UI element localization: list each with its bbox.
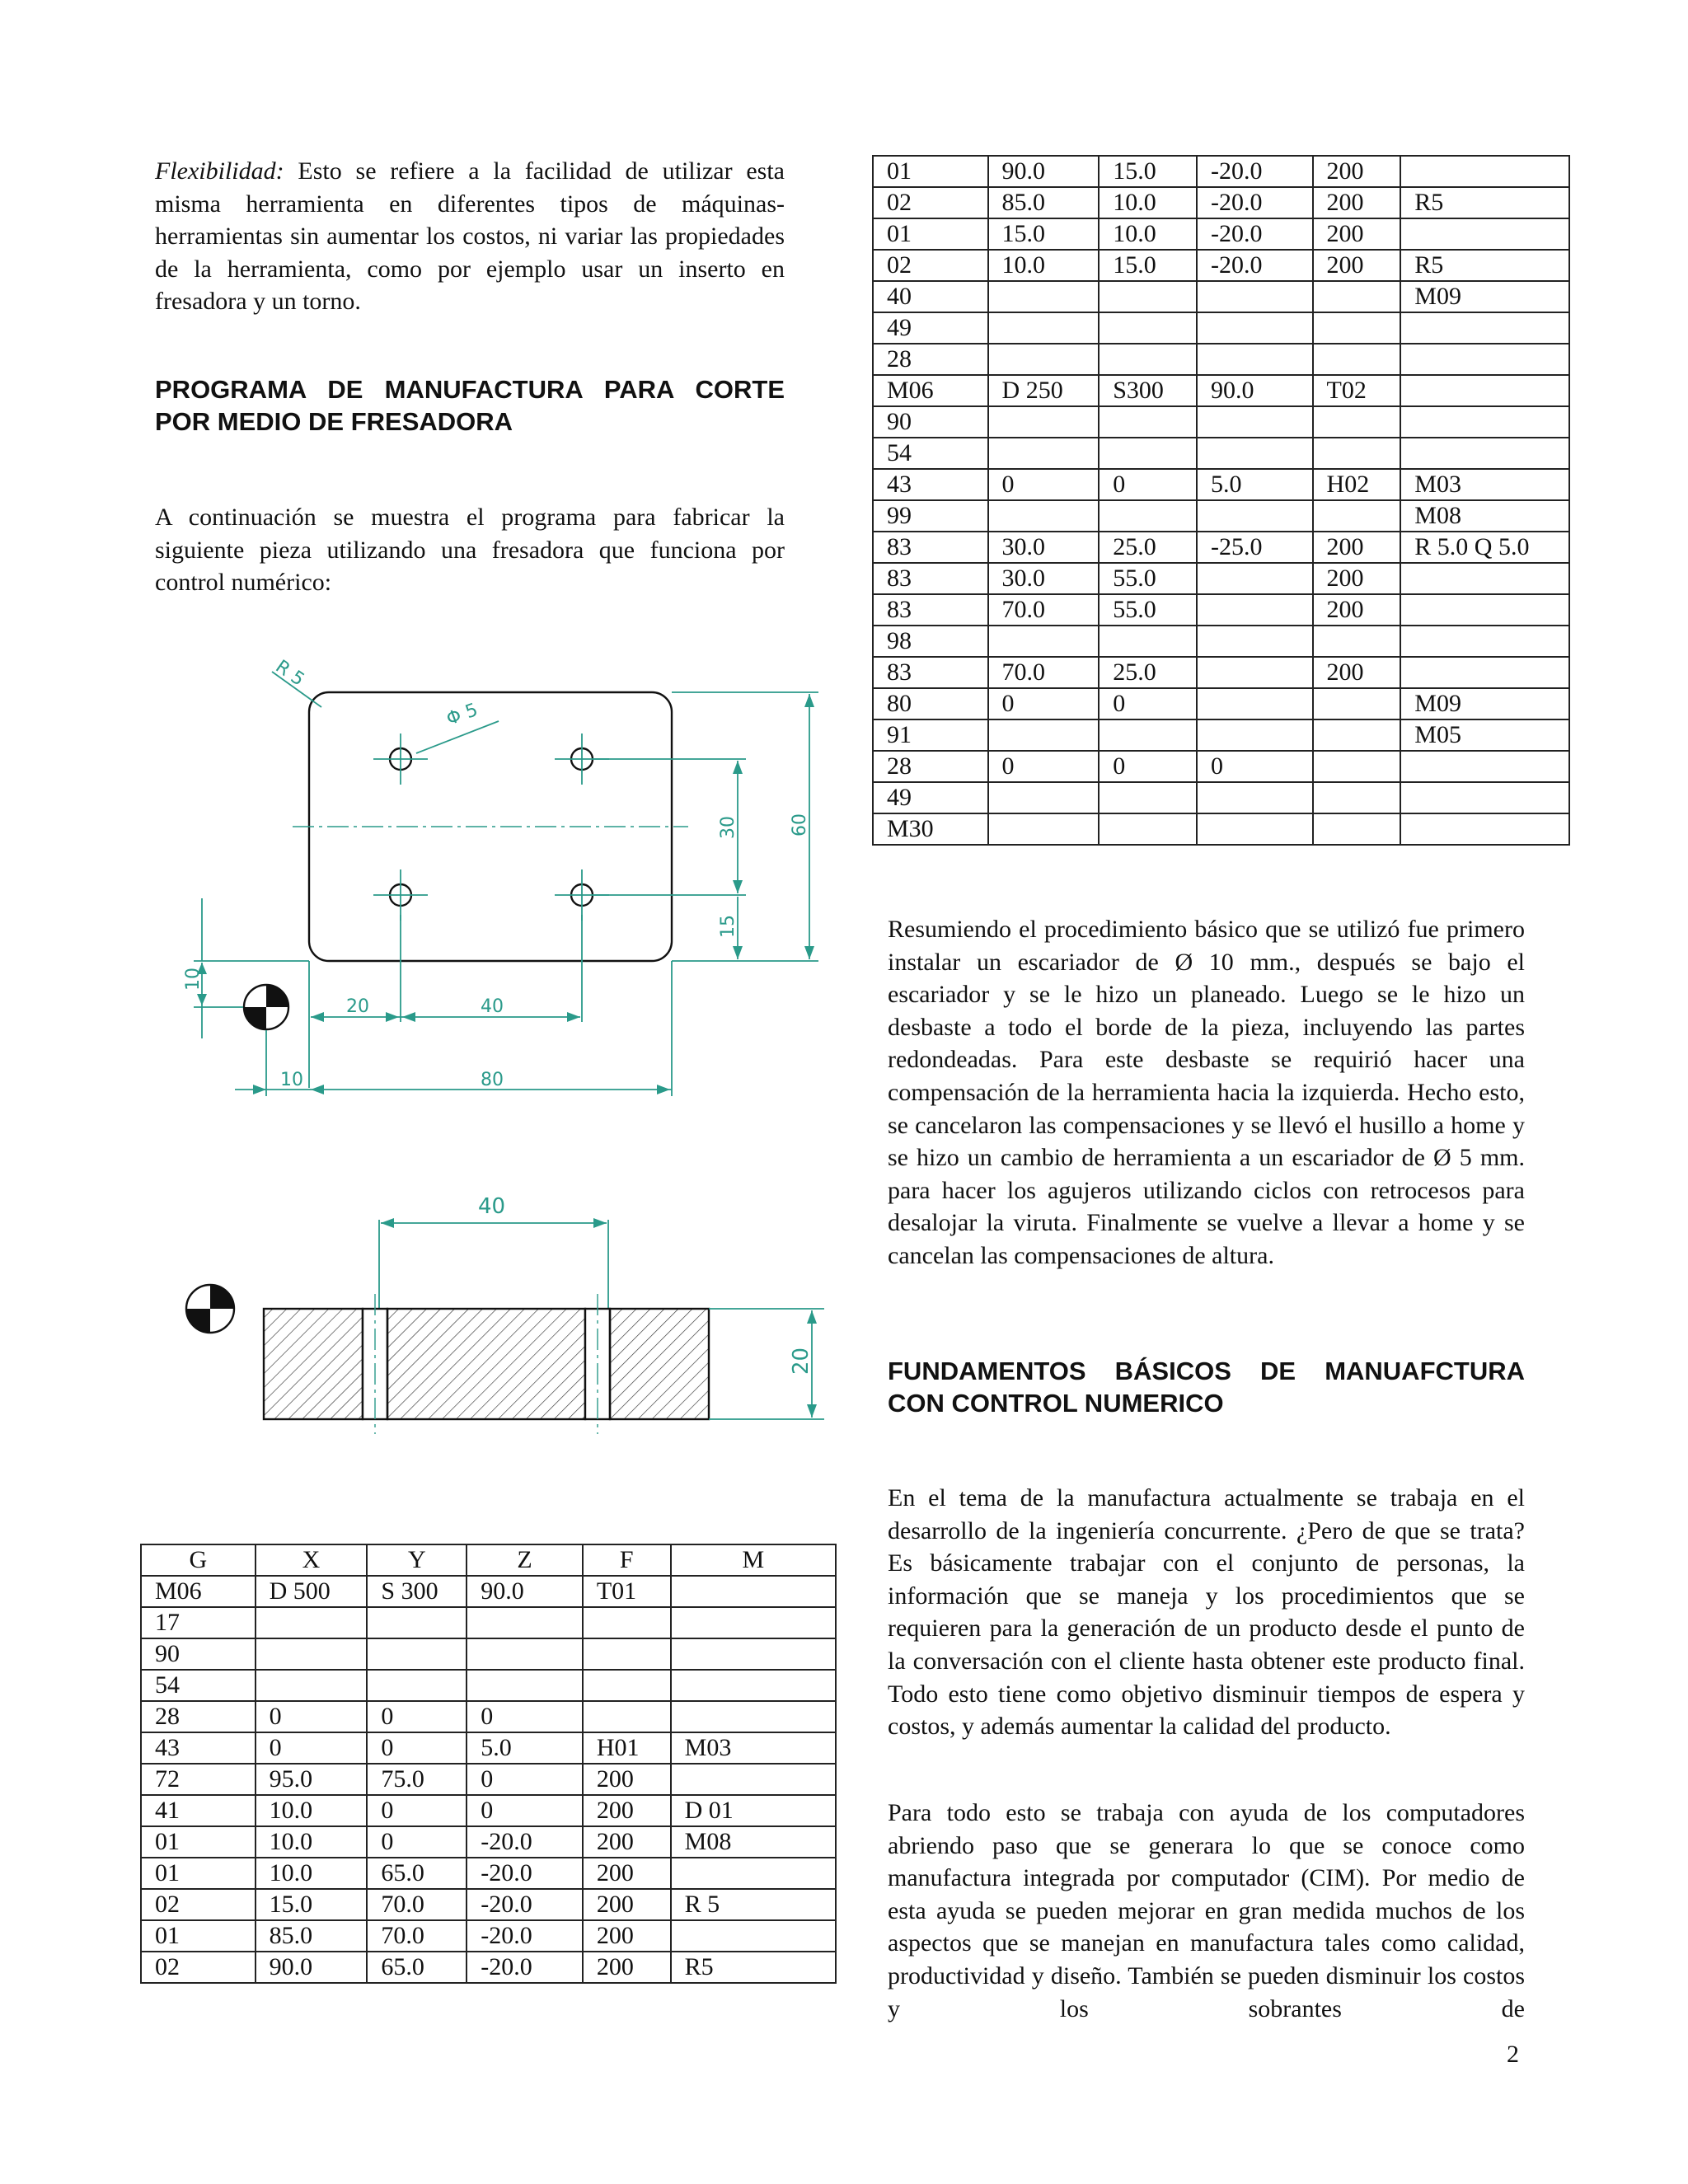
table-cell <box>1197 782 1313 813</box>
hole-diameter-label: Φ 5 <box>443 700 481 730</box>
table-cell: 75.0 <box>367 1764 467 1795</box>
table-cell: 02 <box>873 250 988 281</box>
table-row <box>141 1952 836 1983</box>
table-cell <box>1099 344 1197 375</box>
heading-fundamentos <box>888 1355 1525 1419</box>
table-cell: 85.0 <box>256 1920 368 1952</box>
table-cell <box>367 1670 467 1701</box>
table-cell: D 500 <box>256 1576 368 1607</box>
dim-20-label: 20 <box>346 996 369 1017</box>
table-cell: 200 <box>583 1952 671 1983</box>
table-cell: 200 <box>1313 218 1401 250</box>
table-cell: 10.0 <box>1099 218 1197 250</box>
table-cell <box>1099 500 1197 532</box>
dim-20-section-label: 20 <box>789 1347 814 1375</box>
table-row <box>873 657 1569 688</box>
table-cell: -20.0 <box>1197 187 1313 218</box>
table-cell: 200 <box>583 1889 671 1920</box>
table-cell: 200 <box>1313 156 1401 187</box>
table-row <box>141 1795 836 1826</box>
table-cell: 99 <box>873 500 988 532</box>
table-cell: 49 <box>873 312 988 344</box>
dim-10-horizontal-label: 10 <box>280 1070 303 1090</box>
table-row <box>873 187 1569 218</box>
table-cell <box>1197 344 1313 375</box>
page-number: 2 <box>1507 2041 1519 2068</box>
table-cell <box>1400 156 1569 187</box>
table-cell: 0 <box>467 1764 583 1795</box>
table-cell <box>988 281 1100 312</box>
table-header-cell: G <box>141 1544 256 1576</box>
table-cell: 28 <box>873 751 988 782</box>
table-cell: -25.0 <box>1197 532 1313 563</box>
table-cell <box>1197 657 1313 688</box>
table-cell <box>1313 688 1401 719</box>
table-row <box>873 469 1569 500</box>
table-cell: 85.0 <box>988 187 1100 218</box>
table-cell <box>988 406 1100 438</box>
table-cell <box>1400 438 1569 469</box>
dim-40-top-label: 40 <box>481 996 504 1017</box>
heading-programa-manufactura <box>155 373 785 438</box>
table-cell: 91 <box>873 719 988 751</box>
table-cell <box>1197 312 1313 344</box>
table-row <box>873 156 1569 187</box>
table-cell: 49 <box>873 782 988 813</box>
table-cell: 15.0 <box>1099 156 1197 187</box>
table-cell: 70.0 <box>988 594 1100 626</box>
table-cell: 02 <box>141 1889 256 1920</box>
table-cell: M03 <box>671 1732 836 1764</box>
datum-symbol-section <box>186 1285 234 1333</box>
table-cell <box>1197 688 1313 719</box>
table-cell: 55.0 <box>1099 563 1197 594</box>
fundamentos-paragraph-1: En el tema de la manufactura actualmente se trabaja en el desarrollo de la ingeniería concurrente. ¿Pero de que se trata? Es básicamente trabajar con el conjunto de personas, la información que se maneja y los procedimientos que se requieren para la generación de un producto desde el punto de la conversación con el cliente hasta obtener este producto final. Todo esto tiene como objetivo disminuir tiempos de espera y costos, y además aumentar la calidad del producto. <box>888 1484 1525 1741</box>
table-row <box>141 1826 836 1858</box>
table-cell <box>467 1607 583 1638</box>
table-cell: 0 <box>367 1795 467 1826</box>
table-header-row <box>141 1544 836 1576</box>
nc-program-table-part1 <box>140 1544 837 1984</box>
table-row <box>141 1701 836 1732</box>
table-cell: R5 <box>671 1952 836 1983</box>
table-cell <box>988 719 1100 751</box>
table-header-cell: X <box>256 1544 368 1576</box>
table-cell: 41 <box>141 1795 256 1826</box>
hole-top-left <box>373 733 428 785</box>
part-section-view-drawing <box>173 1170 849 1483</box>
table-cell <box>367 1638 467 1670</box>
table-cell: 01 <box>141 1920 256 1952</box>
table-cell <box>467 1670 583 1701</box>
table-cell: 25.0 <box>1099 532 1197 563</box>
table-cell: 98 <box>873 626 988 657</box>
table-cell: 01 <box>873 156 988 187</box>
table-cell: H02 <box>1313 469 1401 500</box>
table-cell: M09 <box>1400 281 1569 312</box>
table-cell <box>1400 657 1569 688</box>
table-cell: 0 <box>256 1701 368 1732</box>
table-cell: T01 <box>583 1576 671 1607</box>
table-cell: 0 <box>467 1795 583 1826</box>
table-cell: 70.0 <box>988 657 1100 688</box>
table-cell <box>1313 406 1401 438</box>
table-cell: 83 <box>873 532 988 563</box>
table-cell <box>1197 563 1313 594</box>
table-cell: 90 <box>141 1638 256 1670</box>
table-cell <box>671 1920 836 1952</box>
table-cell: 95.0 <box>256 1764 368 1795</box>
table-row <box>873 375 1569 406</box>
table-cell: 15.0 <box>256 1889 368 1920</box>
table-cell: -20.0 <box>467 1952 583 1983</box>
table-cell: 0 <box>1099 469 1197 500</box>
table-cell <box>1313 344 1401 375</box>
table-cell: 30.0 <box>988 532 1100 563</box>
dim-30-label: 30 <box>718 816 738 839</box>
table-row <box>141 1607 836 1638</box>
table-cell <box>671 1764 836 1795</box>
table-cell: 54 <box>141 1670 256 1701</box>
table-cell <box>1400 626 1569 657</box>
table-row <box>873 218 1569 250</box>
table-row <box>873 250 1569 281</box>
table-cell <box>583 1701 671 1732</box>
table-cell <box>1197 500 1313 532</box>
table-cell: 72 <box>141 1764 256 1795</box>
table-cell <box>1313 719 1401 751</box>
table-cell: S 300 <box>367 1576 467 1607</box>
table-cell <box>1313 500 1401 532</box>
table-cell: 200 <box>1313 563 1401 594</box>
table-cell <box>671 1607 836 1638</box>
table-cell: 200 <box>583 1795 671 1826</box>
table-cell <box>1197 813 1313 845</box>
table-cell <box>1099 782 1197 813</box>
table-cell: R 5 <box>671 1889 836 1920</box>
hole-bottom-left <box>373 869 428 921</box>
table-cell: 10.0 <box>256 1826 368 1858</box>
table-header-cell: F <box>583 1544 671 1576</box>
table-row <box>873 782 1569 813</box>
table-cell <box>671 1701 836 1732</box>
table-row <box>873 719 1569 751</box>
table-cell: D 250 <box>988 375 1100 406</box>
table-cell: D 01 <box>671 1795 836 1826</box>
table-cell: 83 <box>873 594 988 626</box>
intro-paragraph: A continuación se muestra el programa para fabricar la siguiente pieza utilizando una fresadora que funciona por control numérico: <box>155 504 785 597</box>
table-cell: 0 <box>1197 751 1313 782</box>
table-cell <box>1197 281 1313 312</box>
table-cell <box>583 1607 671 1638</box>
dim-40-section-label: 40 <box>478 1194 506 1219</box>
table-row <box>141 1858 836 1889</box>
table-cell <box>988 626 1100 657</box>
table-cell: 200 <box>583 1764 671 1795</box>
table-cell: -20.0 <box>467 1826 583 1858</box>
table-row <box>141 1920 836 1952</box>
table-cell <box>256 1670 368 1701</box>
table-cell: 5.0 <box>467 1732 583 1764</box>
table-cell <box>988 312 1100 344</box>
table-cell: 0 <box>988 469 1100 500</box>
table-cell <box>671 1576 836 1607</box>
table-cell: 10.0 <box>988 250 1100 281</box>
table-cell <box>671 1638 836 1670</box>
table-cell <box>1099 626 1197 657</box>
table-row <box>141 1764 836 1795</box>
table-cell: M05 <box>1400 719 1569 751</box>
table-cell <box>1099 281 1197 312</box>
table-cell: 40 <box>873 281 988 312</box>
table-cell <box>1197 594 1313 626</box>
table-cell <box>1099 312 1197 344</box>
flexibilidad-text: Esto se refiere a la facilidad de utilizar esta misma herramienta en diferentes tipos de máquinas-herramientas sin aumentar los costos, ni variar las propiedades de la herramienta, como por ejemplo usar un inserto en fresadora y un torno. <box>155 157 785 316</box>
table-cell: 0 <box>467 1701 583 1732</box>
table-cell: 43 <box>873 469 988 500</box>
table-header-cell: M <box>671 1544 836 1576</box>
table-cell: 200 <box>1313 657 1401 688</box>
table-row <box>873 312 1569 344</box>
table-row <box>873 626 1569 657</box>
table-cell: 70.0 <box>367 1920 467 1952</box>
dim-15-label: 15 <box>718 915 738 938</box>
table-cell <box>1400 563 1569 594</box>
table-cell: 0 <box>1099 688 1197 719</box>
table-cell: 200 <box>1313 250 1401 281</box>
table-cell: -20.0 <box>1197 156 1313 187</box>
radius-label: R 5 <box>271 656 308 691</box>
table-cell <box>1313 438 1401 469</box>
table-cell: 0 <box>988 688 1100 719</box>
table-row <box>873 344 1569 375</box>
table-cell: 90.0 <box>467 1576 583 1607</box>
fundamentos-paragraph-2: Para todo esto se trabaja con ayuda de los computadores abriendo paso que se generara lo que se conoce como manufactura integrada por computador (CIM). Por medio de esta ayuda se pueden mejorar en gran medida muchos de los aspectos que se manejan en manufactura tales como calidad, productividad y diseño. También se pueden disminuir los costos y los sobrantes de <box>888 1799 1525 2022</box>
table-cell <box>1197 719 1313 751</box>
table-cell: 01 <box>141 1826 256 1858</box>
nc-program-table-part2 <box>872 155 1570 846</box>
table-cell <box>1099 406 1197 438</box>
table-cell: 90 <box>873 406 988 438</box>
table-cell: 10.0 <box>256 1858 368 1889</box>
table-cell: T02 <box>1313 375 1401 406</box>
table-row <box>141 1638 836 1670</box>
dim-10-vertical-label: 10 <box>183 968 204 991</box>
table-cell <box>367 1607 467 1638</box>
table-cell: S300 <box>1099 375 1197 406</box>
table-row <box>873 751 1569 782</box>
table-cell: 90.0 <box>1197 375 1313 406</box>
table-cell <box>1400 218 1569 250</box>
table-cell: 200 <box>1313 532 1401 563</box>
table-cell <box>988 344 1100 375</box>
table-cell <box>1400 344 1569 375</box>
table-cell: 02 <box>873 187 988 218</box>
table-cell: 17 <box>141 1607 256 1638</box>
table-cell: 15.0 <box>988 218 1100 250</box>
table-cell: 200 <box>1313 187 1401 218</box>
table-cell <box>1197 438 1313 469</box>
flexibilidad-term: Flexibilidad: <box>155 157 284 185</box>
table-cell <box>467 1638 583 1670</box>
table-cell: 55.0 <box>1099 594 1197 626</box>
dim-60-label: 60 <box>790 813 810 837</box>
table-cell <box>671 1670 836 1701</box>
table-cell: M30 <box>873 813 988 845</box>
table-cell: -20.0 <box>1197 250 1313 281</box>
table-cell <box>1400 751 1569 782</box>
table-cell: M03 <box>1400 469 1569 500</box>
table-cell <box>1313 281 1401 312</box>
table-cell: -20.0 <box>1197 218 1313 250</box>
table-cell: 80 <box>873 688 988 719</box>
table-cell: R5 <box>1400 250 1569 281</box>
table-cell: 02 <box>141 1952 256 1983</box>
table-cell: 28 <box>873 344 988 375</box>
table-cell <box>988 438 1100 469</box>
table-cell: 90.0 <box>988 156 1100 187</box>
table-row <box>873 281 1569 312</box>
table-cell: 0 <box>256 1732 368 1764</box>
table-cell: 83 <box>873 563 988 594</box>
table-cell: M06 <box>873 375 988 406</box>
table-cell: -20.0 <box>467 1858 583 1889</box>
table-cell <box>1197 626 1313 657</box>
table-cell: R 5.0 Q 5.0 <box>1400 532 1569 563</box>
table-row <box>873 500 1569 532</box>
table-row <box>873 563 1569 594</box>
table-cell: 65.0 <box>367 1952 467 1983</box>
table-cell: 0 <box>367 1732 467 1764</box>
part-top-view-drawing <box>177 651 837 1146</box>
resumen-paragraph: Resumiendo el procedimiento básico que se utilizó fue primero instalar un escariador de Ø 10 mm., después se bajo el escariador y se le hizo un planeado. Luego se le hizo un desbaste a todo el borde de la pieza, incluyendo las partes redondeadas. Para este desbaste se requirió hacer una compensación de la herramienta hacia la izquierda. Hecho esto, se cancelaron las compensaciones y se llevó el husillo a home y se hizo un cambio de herramienta a un escariador de Ø 5 mm. para hacer los agujeros utilizando ciclos con retrocesos para desalojar la viruta. Finalmente se vuelve a llevar a home y se cancelan las compensaciones de altura. <box>888 916 1525 1269</box>
heading-programa-line1: PROGRAMA DE MANUFACTURA PARA CORTE <box>155 375 785 404</box>
table-cell: 30.0 <box>988 563 1100 594</box>
heading-programa-line2: POR MEDIO DE FRESADORA <box>155 407 513 436</box>
table-cell: 10.0 <box>1099 187 1197 218</box>
table-cell: 5.0 <box>1197 469 1313 500</box>
table-cell: M08 <box>1400 500 1569 532</box>
table-cell <box>1313 813 1401 845</box>
table-cell <box>256 1638 368 1670</box>
table-cell: 83 <box>873 657 988 688</box>
table-cell: 0 <box>988 751 1100 782</box>
table-row <box>141 1732 836 1764</box>
table-cell: 43 <box>141 1732 256 1764</box>
table-cell: H01 <box>583 1732 671 1764</box>
table-row <box>873 532 1569 563</box>
table-cell <box>1099 438 1197 469</box>
table-cell <box>1313 782 1401 813</box>
table-cell: M09 <box>1400 688 1569 719</box>
table-cell <box>1400 813 1569 845</box>
table-row <box>873 688 1569 719</box>
table-cell <box>1400 594 1569 626</box>
table-row <box>873 594 1569 626</box>
table-cell: -20.0 <box>467 1920 583 1952</box>
table-header-cell: Z <box>467 1544 583 1576</box>
table-cell <box>1197 406 1313 438</box>
table-cell: R5 <box>1400 187 1569 218</box>
table-cell: 10.0 <box>256 1795 368 1826</box>
heading-fundamentos-line2: CON CONTROL NUMERICO <box>888 1389 1224 1418</box>
table-cell: 200 <box>583 1858 671 1889</box>
table-cell: 65.0 <box>367 1858 467 1889</box>
table-cell: 90.0 <box>256 1952 368 1983</box>
table-cell <box>988 782 1100 813</box>
table-cell: 0 <box>1099 751 1197 782</box>
table-cell <box>1400 375 1569 406</box>
table-cell: 25.0 <box>1099 657 1197 688</box>
table-cell <box>1400 406 1569 438</box>
table-cell: 15.0 <box>1099 250 1197 281</box>
table-row <box>873 438 1569 469</box>
dim-80-label: 80 <box>481 1070 504 1090</box>
table-cell <box>1099 719 1197 751</box>
table-cell <box>1313 626 1401 657</box>
table-cell <box>256 1607 368 1638</box>
table-cell: 200 <box>1313 594 1401 626</box>
table-cell <box>1400 312 1569 344</box>
table-cell: 0 <box>367 1826 467 1858</box>
datum-symbol-top <box>244 985 288 1029</box>
table-cell: -20.0 <box>467 1889 583 1920</box>
flexibilidad-paragraph <box>155 155 785 318</box>
table-cell <box>583 1670 671 1701</box>
heading-fundamentos-line1: FUNDAMENTOS BÁSICOS DE MANUAFCTURA <box>888 1357 1525 1385</box>
table-cell: M08 <box>671 1826 836 1858</box>
table-cell: 28 <box>141 1701 256 1732</box>
table-cell: 0 <box>367 1701 467 1732</box>
table-row <box>141 1670 836 1701</box>
table-row <box>873 813 1569 845</box>
table-cell <box>1313 751 1401 782</box>
table-cell <box>1313 312 1401 344</box>
table-cell <box>1400 782 1569 813</box>
table-cell: 54 <box>873 438 988 469</box>
table-row <box>141 1576 836 1607</box>
table-cell: M06 <box>141 1576 256 1607</box>
table-cell <box>671 1858 836 1889</box>
table-cell: 01 <box>141 1858 256 1889</box>
table-cell <box>988 813 1100 845</box>
table-cell: 200 <box>583 1826 671 1858</box>
table-row <box>873 406 1569 438</box>
table-row <box>141 1889 836 1920</box>
table-cell <box>1099 813 1197 845</box>
table-cell <box>988 500 1100 532</box>
table-cell <box>583 1638 671 1670</box>
table-header-cell: Y <box>367 1544 467 1576</box>
table-cell: 70.0 <box>367 1889 467 1920</box>
table-cell: 200 <box>583 1920 671 1952</box>
table-cell: 01 <box>873 218 988 250</box>
